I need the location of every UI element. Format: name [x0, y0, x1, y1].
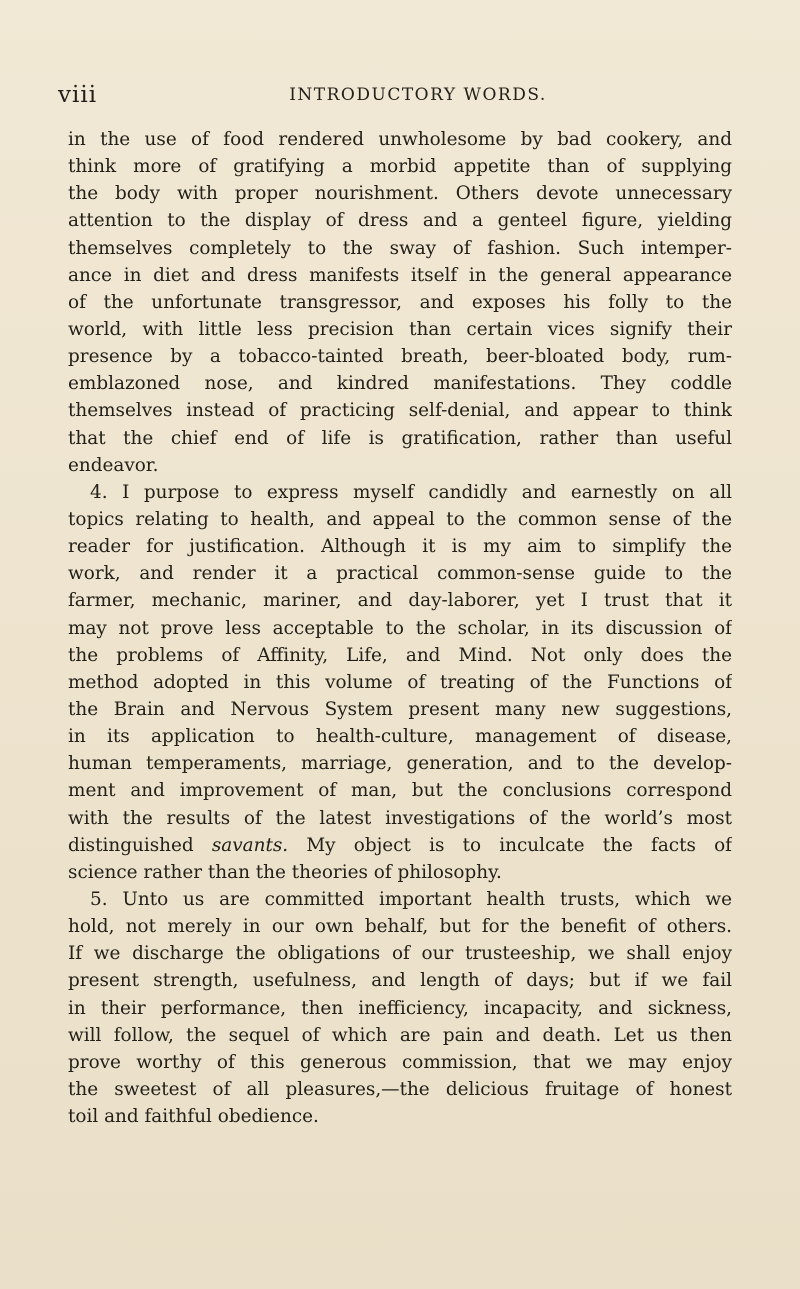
paragraph-4-start: 4. I purpose to express myself candidly and earnestly on all — [90, 481, 732, 503]
text-line: in the use of food rendered unwholesome by bad cookery, and — [68, 129, 732, 150]
text-line: ance in diet and dress manifests itself in the general appearance — [68, 264, 732, 286]
text-line: farmer, mechanic, mariner, and day-laborer, yet I trust that it — [68, 590, 732, 612]
text-line: prove worthy of this generous commission, that we may enjoy — [68, 1051, 732, 1073]
paragraph-5-start: 5. Unto us are committed important health trusts, which we — [90, 888, 732, 910]
text-line: endeavor. — [68, 454, 159, 476]
text-line: themselves completely to the sway of fashion. Such intemper- — [68, 237, 732, 259]
text-line-with-italic — [68, 832, 732, 859]
text-line: topics relating to health, and appeal to the common sense of the — [68, 508, 732, 530]
text-line: reader for justification. Although it is my aim to simplify the — [68, 536, 732, 558]
text-line: the body with proper nourishment. Others devote unnecessary — [68, 183, 732, 205]
text-line: hold, not merely in our own behalf, but for the benefit of others. — [68, 916, 732, 938]
text-line: toil and faithful obedience. — [68, 1106, 319, 1128]
text-line: in their performance, then inefficiency, incapacity, and sickness, — [68, 997, 732, 1019]
text-line: the Brain and Nervous System present many new suggestions, — [68, 698, 732, 720]
text-line: world, with little less precision than certain vices signify their — [68, 318, 732, 340]
text-line: the problems of Affinity, Life, and Mind. Not only does the — [68, 644, 732, 666]
page-number: viii — [58, 82, 98, 108]
text-line: work, and render it a practical common-sense guide to the — [68, 563, 732, 585]
text-line: the sweetest of all pleasures,—the delicious fruitage of honest — [68, 1078, 732, 1100]
text-segment: distinguished — [68, 834, 194, 856]
text-line: presence by a tobacco-tainted breath, beer-bloated body, rum- — [68, 346, 732, 368]
text-segment: My object is to inculcate the facts of — [306, 834, 732, 856]
text-line: emblazoned nose, and kindred manifestations. They coddle — [68, 373, 732, 395]
text-line: may not prove less acceptable to the scholar, in its discussion of — [68, 617, 732, 639]
text-line: ment and improvement of man, but the conclusions correspond — [68, 780, 732, 802]
text-line: If we discharge the obligations of our trusteeship, we shall enjoy — [68, 943, 732, 965]
text-line: of the unfortunate transgressor, and exposes his folly to the — [68, 291, 732, 313]
text-line: science rather than the theories of philosophy. — [68, 861, 502, 883]
text-line: themselves instead of practicing self-denial, and appear to think — [68, 400, 732, 422]
text-line: human temperaments, marriage, generation, and to the develop- — [68, 753, 732, 775]
text-line: will follow, the sequel of which are pain and death. Let us then — [68, 1024, 732, 1046]
text-line: in its application to health-culture, management of disease, — [68, 726, 732, 748]
text-line: attention to the display of dress and a genteel figure, yielding — [68, 210, 732, 232]
running-head: INTRODUCTORY WORDS. — [289, 85, 547, 105]
body-text — [68, 126, 732, 1130]
text-line: that the chief end of life is gratification, rather than useful — [68, 427, 732, 449]
text-line: with the results of the latest investigations of the world’s most — [68, 807, 732, 829]
italic-term: savants. — [211, 834, 289, 856]
text-line: think more of gratifying a morbid appetite than of supplying — [68, 156, 732, 178]
text-line: method adopted in this volume of treating of the Functions of — [68, 671, 732, 693]
text-line: present strength, usefulness, and length of days; but if we fail — [68, 970, 732, 992]
page-header — [58, 78, 758, 112]
